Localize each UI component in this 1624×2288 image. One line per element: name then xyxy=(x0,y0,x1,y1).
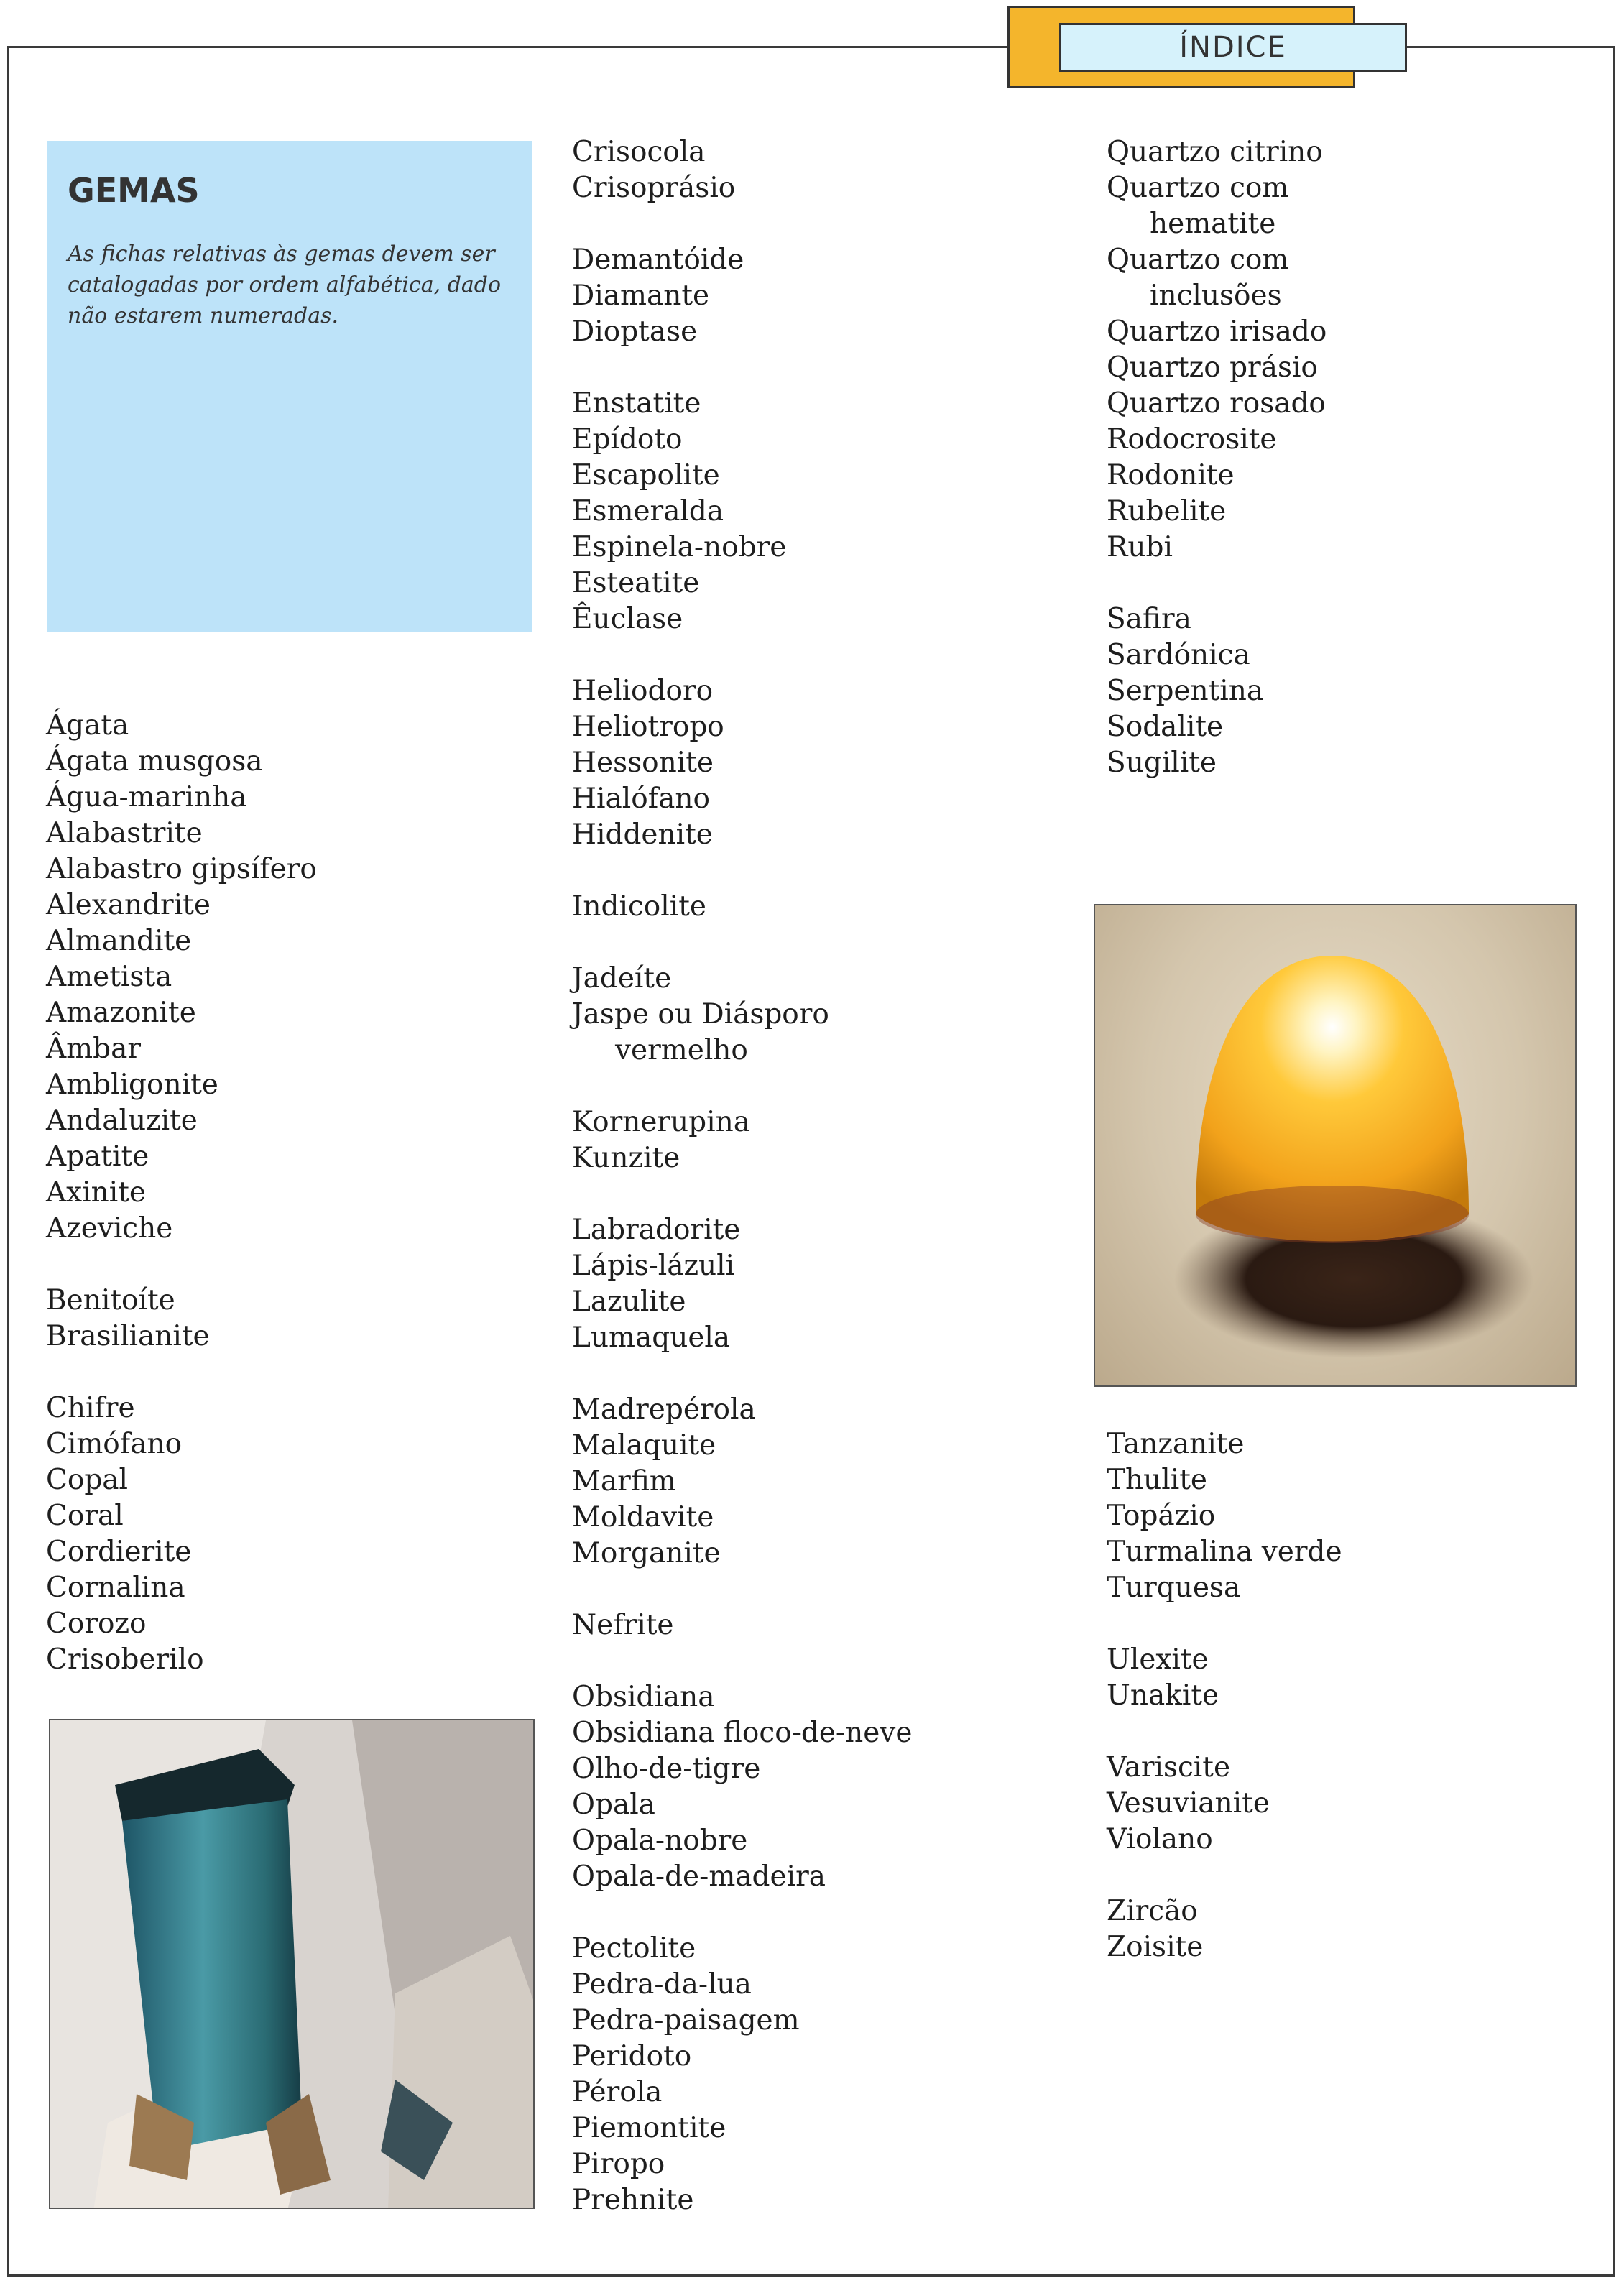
list-gap xyxy=(1107,1858,1342,1893)
index-entry: Cimófano xyxy=(46,1428,183,1460)
index-entry: Quartzo irisado xyxy=(1107,315,1327,348)
index-entry: Sodalite xyxy=(1107,711,1224,743)
index-entry: Copal xyxy=(46,1464,129,1496)
index-entry: Ágata musgosa xyxy=(46,745,263,778)
index-entry: Opala xyxy=(572,1789,655,1821)
index-entry: Hiddenite xyxy=(572,818,713,851)
tourmaline-crystal-photo xyxy=(49,1719,535,2209)
index-entry: Crisoberilo xyxy=(46,1643,204,1676)
index-entry: Marfim xyxy=(572,1465,676,1498)
list-gap xyxy=(572,637,912,673)
index-tab[interactable] xyxy=(1059,23,1407,72)
index-entry: Hialófano xyxy=(572,783,710,815)
index-entry: Êuclase xyxy=(572,603,683,635)
index-entry: Heliodoro xyxy=(572,675,714,707)
index-entry: Ambligonite xyxy=(46,1069,218,1101)
index-column-3-top xyxy=(1107,134,1327,781)
index-entry: Safira xyxy=(1107,603,1191,635)
index-entry: Obsidiana floco-de-neve xyxy=(572,1717,913,1749)
index-entry: Sardónica xyxy=(1107,639,1250,671)
tourmaline-crystal-image xyxy=(50,1720,535,2209)
index-entry: Ágata xyxy=(46,709,129,742)
index-entry: Âmbar xyxy=(46,1033,142,1065)
index-entry: Epídoto xyxy=(572,423,683,456)
index-entry: Quartzo rosado xyxy=(1107,387,1326,420)
list-gap xyxy=(46,1355,317,1390)
index-entry: Turmalina verde xyxy=(1107,1536,1342,1568)
index-entry: Turquesa xyxy=(1107,1572,1241,1604)
index-entry: Vesuvianite xyxy=(1107,1787,1270,1819)
index-entry: Quartzo prásio xyxy=(1107,351,1318,384)
index-entry: Serpentina xyxy=(1107,675,1264,707)
index-entry: Tanzanite xyxy=(1107,1428,1245,1460)
index-entry: Apatite xyxy=(46,1140,149,1173)
index-entry: Cordierite xyxy=(46,1536,192,1568)
index-entry: Quartzo com xyxy=(1107,172,1289,204)
list-gap xyxy=(572,206,912,242)
index-entry: Violano xyxy=(1107,1823,1213,1855)
index-entry: Pectolite xyxy=(572,1932,696,1965)
index-entry: Chifre xyxy=(46,1392,135,1424)
index-entry: Topázio xyxy=(1107,1500,1216,1532)
index-entry: Benitoíte xyxy=(46,1284,175,1316)
index-entry: Demantóide xyxy=(572,244,744,276)
gems-info-box xyxy=(47,141,532,632)
list-gap xyxy=(572,1895,912,1931)
index-entry: Brasilianite xyxy=(46,1320,210,1352)
index-entry: Pedra-da-lua xyxy=(572,1968,752,2001)
index-entry: Almandite xyxy=(46,925,192,957)
index-entry: Axinite xyxy=(46,1176,146,1209)
index-entry: Opala-de-madeira xyxy=(572,1860,826,1893)
index-entry: Zoisite xyxy=(1107,1931,1204,1963)
index-entry: Rodonite xyxy=(1107,459,1235,492)
index-entry: vermelho xyxy=(615,1034,748,1066)
index-entry: Kornerupina xyxy=(572,1106,750,1138)
index-entry: Olho-de-tigre xyxy=(572,1753,761,1785)
index-entry: Crisocola xyxy=(572,136,706,168)
list-gap xyxy=(572,1069,912,1104)
index-entry: Sugilite xyxy=(1107,747,1217,779)
index-entry: Escapolite xyxy=(572,459,720,492)
index-entry: Zircão xyxy=(1107,1895,1198,1927)
index-entry: Thulite xyxy=(1107,1464,1207,1496)
list-gap xyxy=(572,350,912,386)
index-entry: Prehnite xyxy=(572,2184,694,2216)
index-entry: Peridoto xyxy=(572,2040,692,2072)
index-entry: Lápis-lázuli xyxy=(572,1250,735,1282)
list-gap xyxy=(572,925,912,961)
index-entry: Alexandrite xyxy=(46,889,211,921)
index-entry: Água-marinha xyxy=(46,781,247,813)
list-gap xyxy=(572,1572,912,1607)
index-entry: Morganite xyxy=(572,1537,721,1569)
index-entry: Indicolite xyxy=(572,890,706,923)
index-entry: Piropo xyxy=(572,2148,665,2180)
index-column-3-bottom xyxy=(1107,1426,1342,1965)
info-box-text: As fichas relativas às gemas devem ser catalogadas por ordem alfabética, dado não estarem numeradas. xyxy=(68,241,502,328)
index-entry: Azeviche xyxy=(46,1212,173,1245)
index-entry: Moldavite xyxy=(572,1501,714,1533)
index-entry: Espinela-nobre xyxy=(572,531,787,563)
index-entry: Esteatite xyxy=(572,567,700,599)
index-entry: Ulexite xyxy=(1107,1643,1209,1676)
index-entry: Jadeíte xyxy=(572,962,672,995)
index-entry: Heliotropo xyxy=(572,711,724,743)
index-entry: Andaluzite xyxy=(46,1104,198,1137)
index-tab-label: ÍNDICE xyxy=(1179,31,1287,64)
info-box-title: GEMAS xyxy=(68,171,200,210)
list-gap xyxy=(46,1247,317,1283)
index-entry: Malaquite xyxy=(572,1429,716,1462)
index-entry: Enstatite xyxy=(572,387,701,420)
index-entry: Alabastrite xyxy=(46,817,203,849)
index-entry: Alabastro gipsífero xyxy=(46,853,317,885)
index-entry: Corozo xyxy=(46,1607,147,1640)
index-entry: Piemontite xyxy=(572,2112,726,2144)
list-gap xyxy=(572,1356,912,1392)
index-entry: Pérola xyxy=(572,2076,663,2108)
index-entry: Kunzite xyxy=(572,1142,680,1174)
index-entry: Lumaquela xyxy=(572,1321,731,1354)
index-entry: Crisoprásio xyxy=(572,172,736,204)
index-entry: inclusões xyxy=(1150,280,1282,312)
list-gap xyxy=(572,853,912,889)
index-entry: Esmeralda xyxy=(572,495,724,527)
index-entry: Rubi xyxy=(1107,531,1173,563)
index-entry: Labradorite xyxy=(572,1214,741,1246)
index-entry: Ametista xyxy=(46,961,172,993)
list-gap xyxy=(1107,1606,1342,1642)
index-entry: Lazulite xyxy=(572,1286,686,1318)
index-entry: Obsidiana xyxy=(572,1681,715,1713)
list-gap xyxy=(1107,566,1327,601)
index-entry: Cornalina xyxy=(46,1572,185,1604)
index-column-1 xyxy=(46,708,317,1678)
index-entry: Hessonite xyxy=(572,747,714,779)
index-entry: Madrepérola xyxy=(572,1393,756,1426)
cats-eye-gem-image xyxy=(1095,905,1577,1387)
list-gap xyxy=(1107,1714,1342,1750)
index-entry: Rodocrosite xyxy=(1107,423,1277,456)
index-column-2 xyxy=(572,134,912,2218)
index-entry: Dioptase xyxy=(572,315,698,348)
index-entry: Nefrite xyxy=(572,1609,674,1641)
index-entry: Pedra-paisagem xyxy=(572,2004,800,2036)
index-entry: Amazonite xyxy=(46,997,196,1029)
index-entry: Jaspe ou Diásporo xyxy=(572,998,829,1030)
list-gap xyxy=(572,1643,912,1679)
index-entry: Coral xyxy=(46,1500,124,1532)
index-entry: hematite xyxy=(1150,208,1276,240)
index-entry: Quartzo com xyxy=(1107,244,1289,276)
index-entry: Rubelite xyxy=(1107,495,1227,527)
index-entry: Variscite xyxy=(1107,1751,1231,1784)
index-entry: Quartzo citrino xyxy=(1107,136,1323,168)
index-entry: Unakite xyxy=(1107,1679,1219,1712)
cats-eye-gem-photo xyxy=(1094,904,1577,1387)
index-entry: Diamante xyxy=(572,280,710,312)
list-gap xyxy=(572,1176,912,1212)
index-entry: Opala-nobre xyxy=(572,1825,748,1857)
